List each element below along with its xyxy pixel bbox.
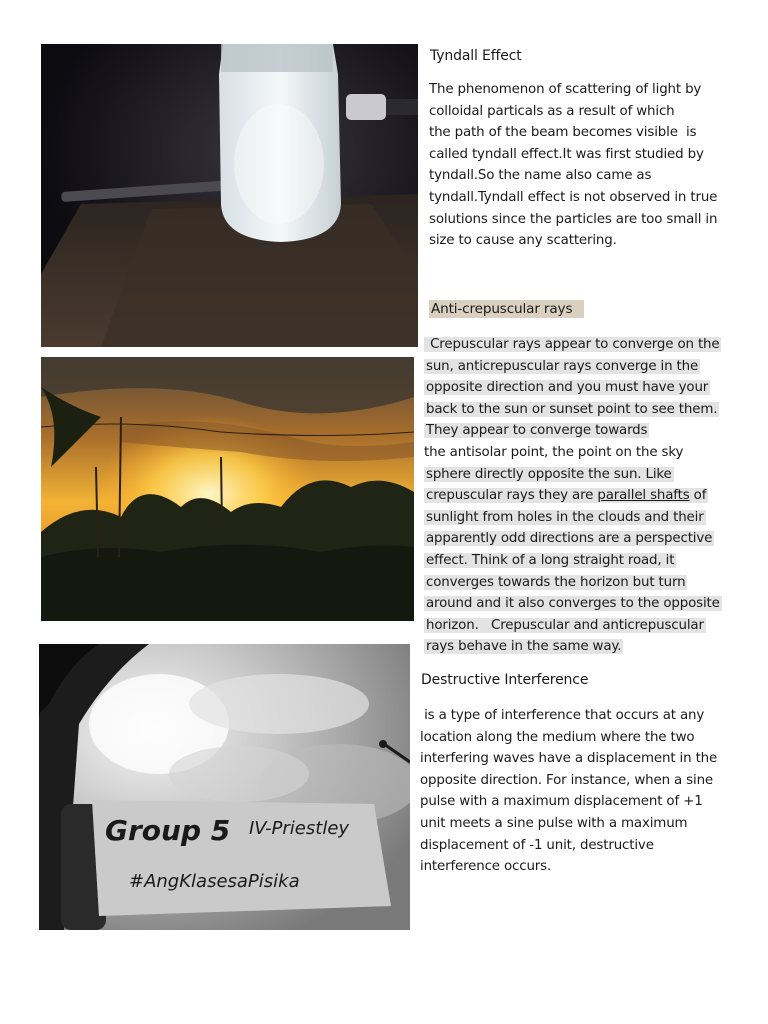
text-line: horizon. Crepuscular and anticrepuscular [426, 617, 704, 633]
anticrepuscular-heading-text: Anti-crepuscular rays [429, 300, 584, 318]
text-line: interference occurs. [420, 859, 552, 875]
text-line: size to cause any scattering. [429, 233, 617, 249]
sign-text-hashtag: #AngKlasesaPisika [129, 871, 300, 892]
anticrepuscular-paragraph [424, 334, 729, 658]
anticrepuscular-heading [429, 299, 584, 321]
text-line: The phenomenon of scattering of light by [429, 82, 702, 97]
text-line: back to the sun or sunset point to see them. [426, 401, 718, 417]
text-line: tyndall.So the name also came as [429, 168, 652, 184]
text-line: interfering waves have a displacement in the [420, 751, 718, 767]
text-line: effect. Think of a long straight road, it [426, 552, 675, 568]
text-line: unit meets a sine pulse with a maximum [420, 815, 688, 831]
text-line: sunlight from holes in the clouds and their [426, 509, 704, 525]
text-line: rays behave in the same way. [426, 639, 622, 655]
photo-sunset [41, 357, 414, 621]
text-line: converges towards the horizon but turn [426, 574, 686, 590]
destructive-heading: Destructive Interference [421, 672, 589, 688]
photo-cloudy-sky-sign [39, 644, 410, 930]
text-line: sun, anticrepuscular rays converge in the [426, 358, 699, 374]
text-line: location along the medium where the two [420, 729, 695, 745]
sign-text-class: IV-Priestley [249, 818, 350, 839]
text-line: pulse with a maximum displacement of +1 [420, 794, 703, 810]
text-line: opposite direction. For instance, when a sine [420, 772, 713, 788]
tyndall-paragraph [429, 79, 729, 252]
destructive-paragraph [420, 705, 725, 878]
text-line: They appear to converge towards [426, 423, 648, 439]
parallel-shafts-link[interactable]: parallel shafts [597, 488, 690, 504]
text-line: colloidal particals as a result of which [429, 103, 675, 119]
tyndall-heading: Tyndall Effect [430, 48, 522, 64]
text-line: around and it also converges to the opposite [426, 596, 720, 612]
text-line: solutions since the particles are too small in [429, 211, 718, 227]
text-line: displacement of -1 unit, destructive [420, 837, 654, 853]
text-line: sphere directly opposite the sun. Like [426, 466, 672, 482]
text-line: opposite direction and you must have your [426, 380, 709, 396]
text-line: called tyndall effect.It was first studied by [429, 146, 704, 162]
text-line: crepuscular rays they are parallel shafts of [426, 488, 707, 504]
text-line: apparently odd directions are a perspective [426, 531, 713, 547]
text-line: the path of the beam becomes visible is [429, 125, 697, 141]
text-line: Crepuscular rays appear to converge on the [426, 337, 720, 352]
photo-tyndall-jar [41, 44, 418, 347]
sign-text-group: Group 5 [105, 814, 231, 847]
text-line: the antisolar point, the point on the sky [424, 444, 684, 460]
text-line: is a type of interference that occurs at any [420, 708, 705, 723]
text-line: tyndall.Tyndall effect is not observed in true [429, 189, 718, 205]
